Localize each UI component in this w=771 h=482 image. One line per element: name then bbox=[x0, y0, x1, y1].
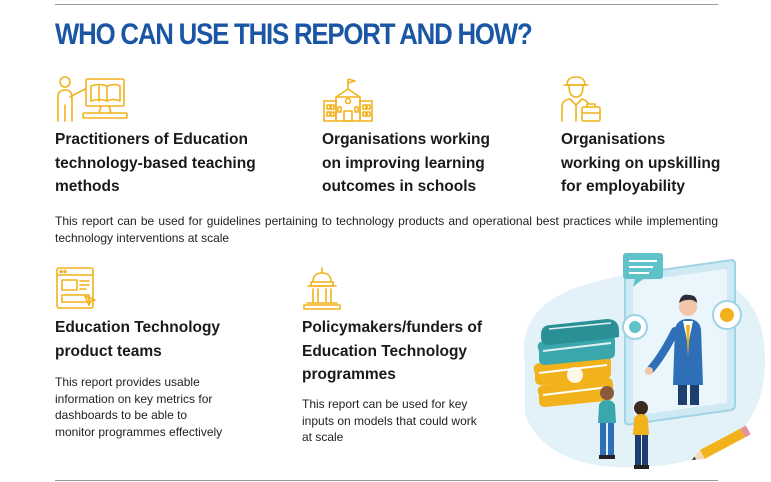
page-title: WHO CAN USE THIS REPORT AND HOW? bbox=[55, 18, 532, 51]
audience-heading-practitioners: Practitioners of Education technology-based teaching methods bbox=[55, 131, 256, 195]
policymakers-text: This report can be used for key inputs on models that could work at scale bbox=[302, 397, 477, 444]
bottom-divider bbox=[55, 480, 718, 481]
worker-briefcase-icon bbox=[560, 75, 602, 123]
audience-heading-school-organisations: Organisations working on improving learning outcomes in schools bbox=[322, 131, 490, 195]
top-divider bbox=[55, 4, 718, 5]
product-teams-text: This report provides usable information on key metrics for dashboards to be able to monitor programmes effectively bbox=[55, 375, 223, 439]
audience-heading-policymakers: Policymakers/funders of Education Technology programmes bbox=[302, 319, 483, 383]
audience-heading-product-teams: Education Technology product teams bbox=[55, 319, 221, 360]
education-technology-illustration bbox=[495, 245, 771, 477]
shared-usage-text: This report can be used for guidelines pertaining to technology products and operational best practices while implementing technology interventions at scale bbox=[55, 214, 718, 245]
teacher-computer-icon bbox=[55, 75, 129, 123]
government-building-icon bbox=[302, 266, 342, 310]
product-screen-icon bbox=[55, 266, 97, 310]
audience-heading-upskilling-organisations: Organisations working on upskilling for employability bbox=[561, 131, 721, 195]
school-building-icon bbox=[322, 77, 374, 123]
